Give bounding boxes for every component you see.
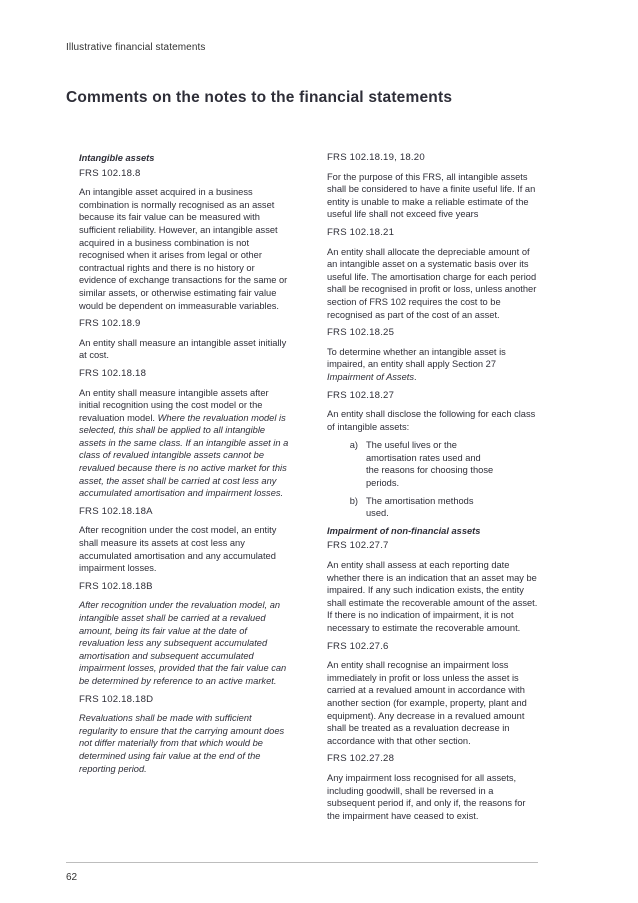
paragraph-frs-18-9: An entity shall measure an intangible asset initially at cost.	[79, 337, 287, 361]
section-heading-intangible-assets: Intangible assets	[79, 153, 155, 163]
paragraph-frs-18-18-italic: Where the revaluation model is selected, this shall be applied to all intangible assets in the same class. If an intangible asset in a class of revalued intangible assets cannot be revalued because there is no active market for this asset, the asset shall be carried at cost less any accumulated amortisation and impairment losses.	[79, 412, 289, 499]
paragraph-frs-18-18	[79, 387, 291, 500]
paragraph-frs-18-25-plain: To determine whether an intangible asset is impaired, an entity shall apply Section 27	[327, 346, 506, 370]
section-heading-impairment: Impairment of non-financial assets	[327, 525, 481, 536]
paragraph-frs-27-7: An entity shall assess at each reporting date whether there is an indication that an asset may be impaired. If any such indication exists, the entity shall estimate the recoverable amount of the asset. If there is no indication of impairment, it is not necessary to estimate the recoverable amount.	[327, 560, 538, 633]
paragraph-frs-18-19: For the purpose of this FRS, all intangible assets shall be considered to have a finite useful life. If an entity is unable to make a reliable estimate of the useful life shall not exceed five years	[327, 171, 536, 220]
list-marker: b)	[349, 495, 358, 506]
list-item	[327, 439, 539, 489]
paragraph-frs-18-18a: After recognition under the cost model, an entity shall measure its assets at cost less any accumulated amortisation and any accumulated impairment losses.	[79, 525, 277, 574]
left-column	[79, 152, 291, 781]
reference-frs-18-18d: FRS 102.18.18D	[79, 693, 154, 705]
reference-frs-27-7: FRS 102.27.7	[327, 540, 389, 552]
paragraph-frs-18-18b: After recognition under the revaluation model, an intangible asset shall be carried at a revalued amount, being its fair value at the date of revaluation less any subsequent accumulated amortisation and subsequent accumulated impairment losses, provided that the fair value can be determined by reference to an active market.	[79, 600, 287, 686]
paragraph-frs-27-28: Any impairment loss recognised for all assets, including goodwill, shall be reversed in a subsequent period if, and only if, the reasons for the impairment have ceased to exist.	[327, 772, 526, 821]
paragraph-frs-18-18d: Revaluations shall be made with sufficient regularity to ensure that the carrying amount does not differ materially from that which would be determined using fair value at the end of the reporting period.	[79, 713, 285, 774]
page-number: 62	[66, 872, 78, 883]
reference-frs-27-28: FRS 102.27.28	[327, 753, 395, 765]
reference-frs-18-18: FRS 102.18.18	[79, 367, 147, 379]
list-item-text: The amortisation methods used.	[366, 495, 474, 519]
right-column	[327, 152, 539, 828]
paragraph-frs-18-25-italic: Impairment of Assets	[327, 371, 414, 382]
reference-frs-18-8: FRS 102.18.8	[79, 167, 141, 179]
reference-frs-27-6: FRS 102.27.6	[327, 640, 389, 652]
reference-frs-18-25: FRS 102.18.25	[327, 327, 395, 339]
running-header: Illustrative financial statements	[66, 42, 206, 53]
reference-frs-18-19: FRS 102.18.19, 18.20	[327, 152, 425, 163]
reference-frs-18-18a: FRS 102.18.18A	[79, 505, 153, 517]
paragraph-frs-18-27: An entity shall disclose the following for each class of intangible assets:	[327, 409, 536, 432]
list-marker: a)	[349, 440, 358, 451]
paragraph-frs-18-25-end: .	[413, 371, 417, 382]
reference-frs-18-21: FRS 102.18.21	[327, 226, 395, 238]
reference-frs-18-18b: FRS 102.18.18B	[79, 580, 153, 592]
disclosure-list	[327, 439, 539, 520]
page-title: Comments on the notes to the financial statements	[66, 89, 453, 106]
reference-frs-18-9: FRS 102.18.9	[79, 318, 141, 330]
paragraph-frs-27-6: An entity shall recognise an impairment loss immediately in profit or loss unless the asset is carried at a revalued amount in accordance with another section (for example, property, plant and equipment). Any decrease in a revalued amount shall be treated as a revaluation decrease in accordance with that other section.	[327, 660, 527, 746]
paragraph-frs-18-21: An entity shall allocate the depreciable amount of an intangible asset on a systematic basis over its useful life. The amortisation charge for each period shall be recognised in profit or loss, unless another section of FRS 102 requires the cost to be recognised as part of the cost of an asset.	[327, 246, 537, 320]
paragraph-frs-18-8: An intangible asset acquired in a business combination is normally recognised as an asset because its fair value can be measured with sufficient reliability. However, an intangible asset acquired in a business combination is not recognised when it arises from legal or other contractual rights and there is no history or evidence of exchange transactions for the same or similar assets, or otherwise estimating fair value would be dependent on immeasurable variables.	[79, 187, 288, 311]
list-item-text: The useful lives or the amortisation rates used and the reasons for choosing those periods.	[366, 440, 494, 489]
reference-frs-18-27: FRS 102.18.27	[327, 389, 395, 401]
paragraph-frs-18-18-plain: An entity shall measure intangible assets after initial recognition using the cost model or the revaluation model.	[79, 387, 269, 423]
footer-divider	[66, 862, 538, 863]
list-item	[327, 495, 539, 520]
paragraph-frs-18-25	[327, 346, 539, 384]
